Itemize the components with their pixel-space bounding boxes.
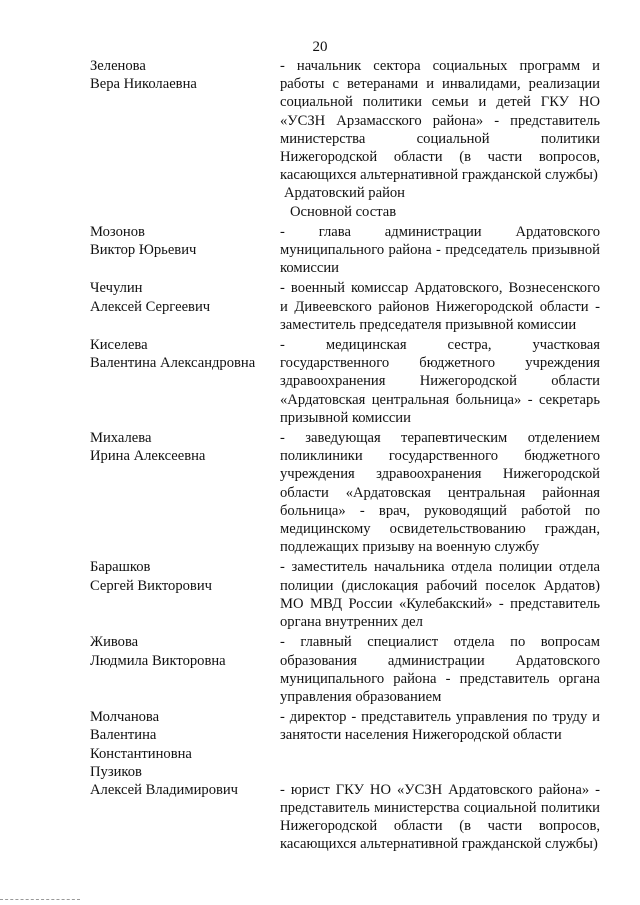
commission-list bbox=[90, 57, 600, 854]
member-given-names: Ирина Алексеевна bbox=[90, 448, 206, 465]
composition-title: Основной состав bbox=[290, 203, 397, 220]
member-role bbox=[280, 763, 600, 854]
member-given-names: Алексей Сергеевич bbox=[90, 298, 211, 315]
page-footer-rule bbox=[0, 899, 80, 901]
member-row bbox=[90, 223, 600, 278]
member-name bbox=[90, 336, 280, 427]
member-row bbox=[90, 336, 600, 427]
member-row bbox=[90, 279, 600, 334]
member-row bbox=[90, 633, 600, 706]
member-surname: Зеленова bbox=[90, 58, 146, 74]
member-role: - главный специалист отдела по вопросам образования администрации Ардатовского муниципального района - представитель органа управления образованием bbox=[280, 634, 600, 705]
member-given-names: Людмила Викторовна bbox=[90, 652, 226, 669]
member-given-names: Алексей Владимирович bbox=[90, 781, 239, 798]
member-surname: Мозонов bbox=[90, 223, 145, 240]
member-role: - заместитель начальника отдела полиции отдела полиции (дислокация рабочий поселок Ардатов) МО МВД России «Кулебакский» - представитель органа внутренних дел bbox=[280, 559, 600, 631]
member-name bbox=[90, 763, 280, 854]
member-role: - заведующая терапевтическим отделением поликлиники государственного бюджетного учреждения здравоохранения Нижегородской области «Ардатовская центральная районная больница» - врач, руководящий работой по медицинскому освидетельствованию граждан, подлежащих призыву на военную службу bbox=[280, 430, 600, 556]
member-role: - начальник сектора социальных программ и работы с ветеранами и инвалидами, реализации социальной политики семьи и детей ГКУ НО «УСЗН Арзамасского района» - представитель министерства социальной политики Нижегородской области (в части вопросов, касающихся альтернативной гражданской службы) bbox=[280, 58, 600, 184]
member-row bbox=[90, 708, 600, 763]
member-given-names: Валентина bbox=[90, 727, 157, 744]
member-role: - медицинская сестра, участковая государственного бюджетного учреждения здравоохранения Нижегородской области «Ардатовская центральная больница» - секретарь призывной комиссии bbox=[280, 337, 600, 426]
member-surname: Живова bbox=[90, 634, 139, 651]
member-patronymic: Константиновна bbox=[90, 745, 192, 762]
member-row bbox=[90, 558, 600, 631]
member-role-text: - юрист ГКУ НО «УСЗН Ардатовского района» - представитель министерства социальной политики Нижегородской области (в части вопросов, касающихся альтернативной гражданской службы) bbox=[280, 781, 600, 853]
member-surname: Киселева bbox=[90, 337, 148, 354]
member-surname: Барашков bbox=[90, 559, 151, 576]
member-surname: Чечулин bbox=[90, 280, 143, 297]
member-given-names: Валентина Александровна bbox=[90, 355, 256, 372]
member-name bbox=[90, 279, 280, 334]
member-row bbox=[90, 57, 600, 184]
member-given-names: Вера Николаевна bbox=[90, 76, 197, 93]
page-number: 20 bbox=[312, 39, 328, 55]
member-surname: Михалева bbox=[90, 430, 152, 447]
member-name bbox=[90, 57, 280, 184]
member-given-names: Виктор Юрьевич bbox=[90, 242, 197, 259]
member-given-names: Сергей Викторович bbox=[90, 577, 212, 594]
member-name bbox=[90, 558, 280, 631]
member-name bbox=[90, 429, 280, 556]
member-role: - глава администрации Ардатовского муниципального района - председатель призывной комиссии bbox=[280, 223, 600, 277]
member-role: - директор - представитель управления по труду и занятости населения Нижегородской области bbox=[280, 709, 600, 744]
district-title: Ардатовский район bbox=[284, 185, 405, 202]
member-row bbox=[90, 429, 600, 556]
member-name bbox=[90, 708, 280, 763]
member-surname: Пузиков bbox=[90, 763, 142, 780]
member-role: - военный комиссар Ардатовского, Вознесенского и Дивеевского районов Нижегородской области - заместитель председателя призывной комиссии bbox=[280, 280, 600, 333]
member-name bbox=[90, 633, 280, 706]
member-surname: Молчанова bbox=[90, 709, 160, 726]
member-name bbox=[90, 223, 280, 278]
member-row bbox=[90, 763, 600, 854]
